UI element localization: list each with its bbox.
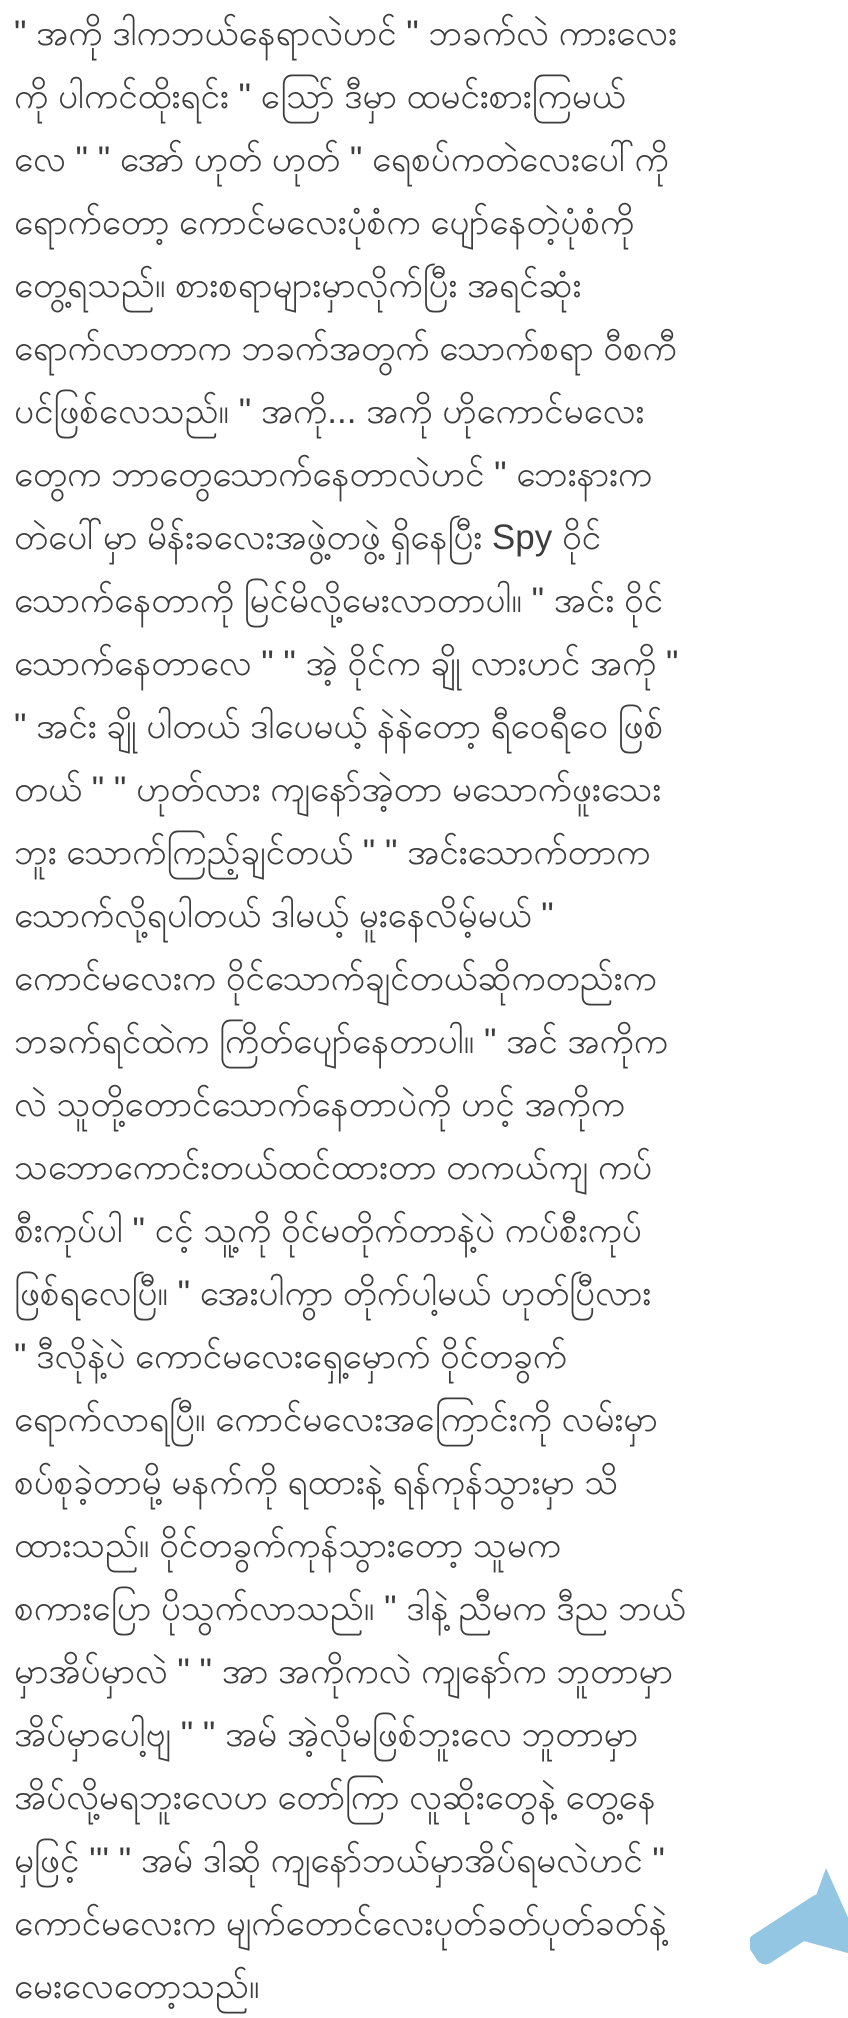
text-line: ဘခက်ရင်ထဲက ကြိတ်ပျော်နေတာပါ။ " အင် အကိုက	[14, 1022, 669, 1061]
text-line: " အကို ဒါကဘယ်နေရာလဲဟင် " ဘခက်လဲ ကားလေး	[14, 14, 677, 53]
text-line: လေ " " အော် ဟုတ် ဟုတ် " ရေစပ်ကတဲလေးပေါ်ကို	[14, 140, 669, 179]
text-line: ကို ပါကင်ထိုးရင်း " ဩော် ဒီမှာ ထမင်းစားကြမယ်	[14, 77, 626, 116]
text-line: တယ် " " ဟုတ်လား ကျနော်အဲ့တာ မသောက်ဖူးသေး	[14, 770, 662, 809]
text-line: သဘောကောင်းတယ်ထင်ထားတာ တကယ်ကျ ကပ်	[14, 1148, 653, 1187]
text-line: အိပ်မှာပေါ့ဗျ " " အမ် အဲ့လိုမဖြစ်ဘူးလေ ဘူတာမှာ	[14, 1715, 639, 1754]
text-line: တွေ့ရသည်။ စားစရာများမှာလိုက်ပြီး အရင်ဆုံး	[14, 266, 582, 305]
text-line: " အင်း ချို ပါတယ် ဒါပေမယ့် နဲနဲတော့ ရီဝေရီဝေ ဖြစ်	[14, 707, 664, 746]
text-line: ကောင်မလေးက မျက်တောင်လေးပုတ်ခတ်ပုတ်ခတ်နဲ့	[14, 1904, 667, 1943]
text-line: ရောက်လာရပြီ။ ကောင်မလေးအကြောင်းကို လမ်းမှာ	[14, 1400, 658, 1439]
text-line: သောက်လို့ရပါတယ် ဒါမယ့် မူးနေလိမ့်မယ် "	[14, 896, 554, 935]
text-line: သောက်နေတာကို မြင်မိလို့မေးလာတာပါ။ " အင်း ဝိုင်	[14, 581, 664, 620]
text-line: ဘူး သောက်ကြည့်ချင်တယ် " " အင်းသောက်တာက	[14, 833, 651, 872]
text-line: မှဖြင့် ''' " အမ် ဒါဆို ကျနော်ဘယ်မှာအိပ်ရမလဲဟင် "	[14, 1841, 665, 1880]
text-line: ကောင်မလေးက ဝိုင်သောက်ချင်တယ်ဆိုကတည်းက	[14, 959, 657, 998]
text-line: ရောက်လာတာက ဘခက်အတွက် သောက်စရာ ဝီစကီ	[14, 329, 677, 368]
text-line: ထားသည်။ ဝိုင်တခွက်ကုန်သွားတော့ သူမက	[14, 1526, 561, 1565]
text-line: ဖြစ်ရလေပြီ။ " အေးပါကွာ တိုက်ပါ့မယ် ဟုတ်ပြီလား	[14, 1274, 652, 1313]
text-line: ပင်ဖြစ်လေသည်။ " အကို... အကို ဟိုကောင်မလေး	[14, 392, 645, 431]
text-line: မေးလေတော့သည်။	[14, 1967, 260, 2006]
text-line: တဲပေါ်မှာ မိန်းခလေးအဖွဲ့တဖွဲ့ ရှိနေပြီး Spy ဝိုင်	[14, 518, 602, 557]
text-line: " ဒီလိုနဲ့ပဲ ကောင်မလေးရှေ့မှောက် ဝိုင်တခွက်	[14, 1337, 567, 1376]
text-line: စီးကုပ်ပါ " ငင့် သူ့ကို ဝိုင်မတိုက်တာနဲ့ပဲ ကပ်စီးကုပ်	[14, 1211, 642, 1250]
text-line: တွေက ဘာတွေသောက်နေတာလဲဟင် " ဘေးနားက	[14, 455, 653, 494]
text-line: အိပ်လို့မရဘူးလေဟ တော်ကြာ လူဆိုးတွေနဲ့ တွေ့နေ	[14, 1778, 656, 1817]
text-line: မှာအိပ်မှာလဲ " " အာ အကိုကလဲ ကျနော်က ဘူတာမှာ	[14, 1652, 673, 1691]
text-line: စကားပြော ပိုသွက်လာသည်။ " ဒါနဲ့ ညီမက ဒီည ဘယ်	[14, 1589, 686, 1628]
text-line: ရောက်တော့ ကောင်မလေးပုံစံက ပျော်နေတဲ့ပုံစံကို	[14, 203, 635, 242]
text-line: လဲ သူတို့တောင်သောက်နေတာပဲကို ဟင့် အကိုက	[14, 1085, 625, 1124]
text-line: သောက်နေတာလေ " " အဲ့ ဝိုင်က ချို လားဟင် အကို "	[14, 644, 679, 683]
text-line: စပ်စုခဲ့တာမို့ မနက်ကို ရထားနဲ့ ရန်ကုန်သွားမှာ သိ	[14, 1463, 619, 1502]
